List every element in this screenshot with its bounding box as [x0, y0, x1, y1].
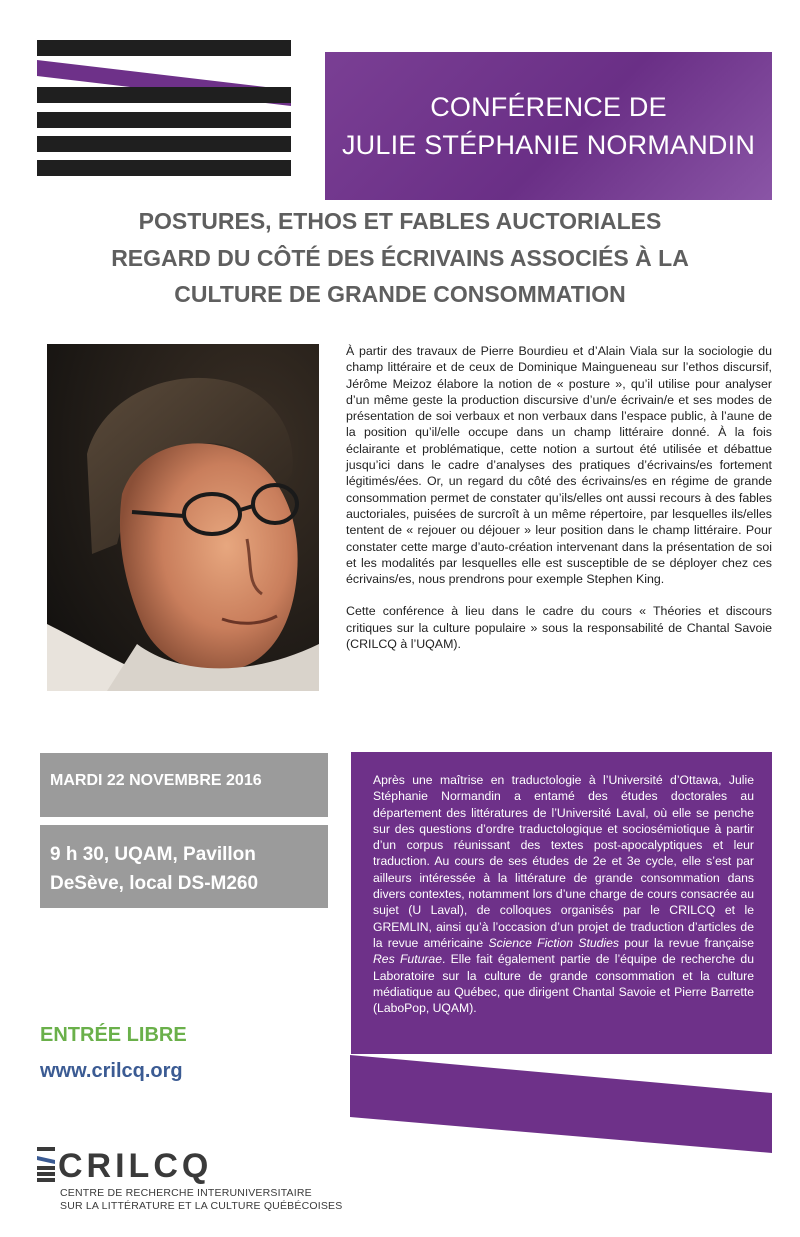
logo-subtitle-line-1: CENTRE DE RECHERCHE INTERUNIVERSITAIRE: [60, 1187, 312, 1199]
stripe-4: [37, 136, 291, 152]
bio-text-3: . Elle fait également partie de l’équipe de recherche du Laboratoire sur la culture de grande consommation et la culture médiatique au Québec, que dirigent Chantal Savoie et Pierre Barrette (LaboPop, UQAM).: [373, 952, 754, 1016]
event-date: MARDI 22 NOVEMBRE 2016: [50, 772, 262, 789]
logo-subtitle-line-2: SUR LA LITTÉRATURE ET LA CULTURE QUÉBÉCOISES: [60, 1200, 343, 1212]
subtitle-line-3: CULTURE DE GRANDE CONSOMMATION: [174, 281, 626, 307]
stripe-1: [37, 40, 291, 56]
title-line-1: CONFÉRENCE DE: [430, 92, 667, 122]
title-line-2: JULIE STÉPHANIE NORMANDIN: [341, 130, 756, 160]
abstract-text: [346, 343, 772, 668]
bio-italic-revue: Res Futurae: [373, 952, 442, 967]
stripe-2: [37, 87, 291, 103]
stripe-3: [37, 112, 291, 128]
bio-text-2: pour la revue française: [618, 935, 754, 950]
event-location-line-2: DeSève, local DS-M260: [50, 873, 259, 894]
decor-purple-band: [350, 1055, 774, 1155]
speaker-photo: [47, 344, 319, 691]
event-location-line-1: 9 h 30, UQAM, Pavillon: [50, 844, 256, 865]
bio-text-1: Après une maîtrise en traductologie à l’Université d’Ottawa, Julie Stéphanie Normandin a entamé des études doctorales au département des littératures de l’Université Laval, où elle se penche sur des questions d’ordre traductologique et sociosémiotique à partir d’un corpus réunissant des textes post-apocalyptiques et leur traduction. Au cours de ses études de 2e et 3e cycle, elle s’est par ailleurs intéressée à la littérature de grande consommation dans divers contextes, notamment lors d’une charge de cours consacrée au sujet (U Laval), de colloques organisés par le CRILCQ et le GREMLIN, ainsi qu’à l’occasion d’un projet de traduction d’articles de la revue américaine: [373, 773, 754, 950]
crilcq-logo-mark: [37, 1147, 57, 1183]
abstract-paragraph-2: Cette conférence à lieu dans le cadre du cours « Théories et discours critiques sur la culture populaire » sous la responsabilité de Chantal Savoie (CRILCQ à l’UQAM).: [346, 604, 772, 652]
free-entry-label: ENTRÉE LIBRE: [40, 1024, 187, 1046]
speaker-bio: [351, 752, 772, 1016]
conference-title-box: [325, 52, 772, 200]
abstract-paragraph-1: À partir des travaux de Pierre Bourdieu et d’Alain Viala sur la sociologie du champ littéraire et de ceux de Dominique Maingueneau sur l’ethos discursif, Jérôme Meizoz élabore la notion de « posture », qu’il utilise pour analyser d’un même geste la production discursive d’un/e écrivain/e et ses modes de présentation de soi verbaux et non verbaux dans l’espace public, à l’aune de la position qu’il/elle occupe dans un champ littéraire donné. À la fois éclairante et problématique, cette notion a surtout été utilisée et débattue jusqu’ici dans le cadre d’analyses des pratiques d’écrivains/es fortement légitimés/ées. Or, un regard du côté des écrivains/es en régime de grande consommation permet de constater qu’ils/elles ont aussi recours à des fables auctoriales, puisées de surcroît à un même répertoire, par lesquelles ils/elles tentent de « rejouer ou déjouer » leur position dans le champ littéraire. Pour constater cette marge d’auto-création intervenant dans la présentation de soi et les modalités par lesquelles elle est susceptible de se déployer chez ces écrivains/es, nous prendrons pour exemple Stephen King.: [346, 344, 772, 587]
speaker-bio-box: [351, 752, 772, 1054]
bio-italic-journal: Science Fiction Studies: [488, 935, 619, 950]
stripe-5: [37, 160, 291, 176]
subtitle-line-1: POSTURES, ETHOS ET FABLES AUCTORIALES: [138, 208, 662, 234]
subtitle-line-2: REGARD DU CÔTÉ DES ÉCRIVAINS ASSOCIÉS À LA: [111, 245, 689, 271]
website-link[interactable]: www.crilcq.org: [40, 1060, 183, 1082]
crilcq-logo-subtitle: [60, 1187, 342, 1213]
event-location-box: [40, 825, 328, 908]
event-date-box: [40, 753, 328, 817]
crilcq-logo-text: CRILCQ: [58, 1147, 213, 1185]
